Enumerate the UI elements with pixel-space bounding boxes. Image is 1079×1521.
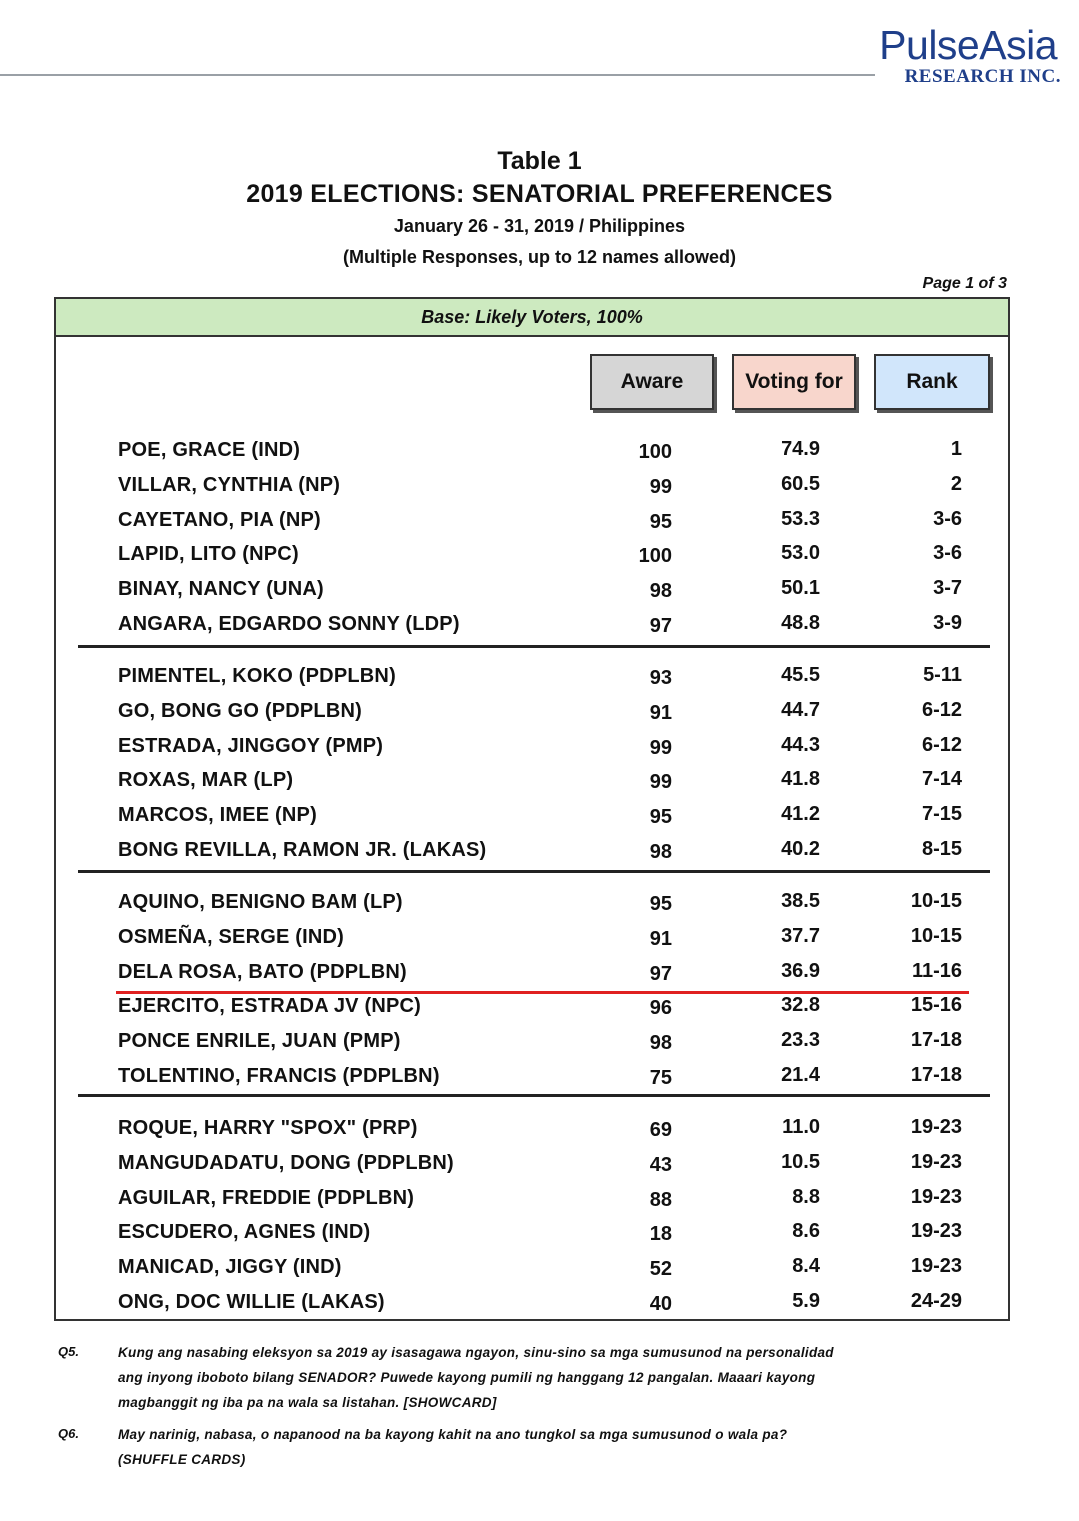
- rank-value: 17-18: [910, 1064, 962, 1086]
- column-header-voting-for: Voting for: [732, 354, 856, 410]
- voting-for-value: 41.8: [781, 768, 820, 791]
- results-table: [54, 297, 1010, 1321]
- page-title: 2019 ELECTIONS: SENATORIAL PREFERENCES: [246, 180, 833, 208]
- table-row: [56, 995, 1008, 1029]
- aware-value: 40: [649, 1293, 672, 1315]
- header-rule: [0, 74, 875, 76]
- voting-for-value: 11.0: [782, 1116, 820, 1138]
- aware-value: 99: [649, 771, 672, 794]
- group-divider: [78, 1094, 990, 1097]
- rank-value: 10-15: [910, 890, 962, 912]
- candidate-name: ANGARA, EDGARDO SONNY (LDP): [118, 613, 460, 635]
- table-row: [56, 665, 1008, 699]
- aware-value: 96: [649, 997, 672, 1020]
- candidate-name: ONG, DOC WILLIE (LAKAS): [118, 1291, 385, 1313]
- candidate-name: AGUILAR, FREDDIE (PDPLBN): [118, 1186, 415, 1209]
- aware-value: 18: [649, 1223, 672, 1246]
- candidate-name: ESTRADA, JINGGOY (PMP): [118, 734, 384, 757]
- table-row: [56, 839, 1008, 873]
- voting-for-value: 32.8: [781, 994, 820, 1017]
- candidate-name: PIMENTEL, KOKO (PDPLBN): [118, 665, 396, 687]
- rank-value: 19-23: [910, 1220, 962, 1243]
- pulseasia-logo-subtitle: RESEARCH INC.: [904, 66, 1061, 87]
- rank-value: 7-15: [921, 803, 962, 826]
- aware-value: 95: [649, 893, 672, 915]
- voting-for-value: 5.9: [792, 1290, 820, 1312]
- candidate-name: DELA ROSA, BATO (PDPLBN): [118, 960, 407, 983]
- candidate-name: ROQUE, HARRY "SPOX" (PRP): [118, 1117, 418, 1139]
- table-number: Table 1: [497, 147, 582, 175]
- aware-value: 97: [649, 962, 672, 985]
- table-row: [56, 961, 1008, 995]
- table-row: [56, 926, 1008, 960]
- table-row: [56, 509, 1008, 543]
- table-row: [56, 439, 1008, 473]
- table-row: [56, 1117, 1008, 1151]
- candidate-name: MANICAD, JIGGY (IND): [118, 1256, 342, 1279]
- voting-for-value: 23.3: [781, 1029, 820, 1052]
- column-header-aware: Aware: [590, 354, 714, 410]
- aware-value: 98: [649, 841, 672, 863]
- rank-value: 7-14: [921, 768, 962, 791]
- voting-for-value: 8.6: [792, 1220, 820, 1243]
- voting-for-value: 44.3: [781, 733, 820, 756]
- candidate-name: BINAY, NANCY (UNA): [118, 578, 324, 601]
- candidate-name: POE, GRACE (IND): [118, 439, 301, 461]
- candidate-name: AQUINO, BENIGNO BAM (LP): [118, 891, 403, 913]
- table-row: [56, 1291, 1008, 1325]
- table-row: [56, 474, 1008, 508]
- candidate-name: ESCUDERO, AGNES (IND): [118, 1221, 371, 1244]
- voting-for-value: 38.5: [781, 890, 820, 912]
- aware-value: 95: [649, 510, 672, 533]
- rank-value: 3-6: [933, 507, 962, 530]
- table-row: [56, 1152, 1008, 1186]
- voting-for-value: 21.4: [781, 1064, 820, 1086]
- voting-for-value: 74.9: [781, 438, 820, 460]
- table-row: [56, 578, 1008, 612]
- candidate-name: TOLENTINO, FRANCIS (PDPLBN): [118, 1065, 440, 1087]
- voting-for-value: 8.4: [792, 1255, 820, 1278]
- voting-for-value: 45.5: [781, 664, 820, 686]
- aware-value: 43: [649, 1153, 672, 1176]
- survey-dates: January 26 - 31, 2019 / Philippines: [393, 216, 686, 236]
- page-number: Page 1 of 3: [922, 275, 1007, 292]
- rank-value: 24-29: [910, 1290, 962, 1312]
- question-text-line: magbanggit ng iba pa na wala sa listahan. [SHOWCARD]: [118, 1395, 497, 1410]
- table-row: [56, 1187, 1008, 1221]
- voting-for-value: 8.8: [792, 1185, 820, 1208]
- group-divider: [78, 870, 990, 873]
- aware-value: 98: [649, 580, 672, 603]
- question-text-line: (SHUFFLE CARDS): [118, 1452, 246, 1467]
- candidate-name: CAYETANO, PIA (NP): [118, 508, 321, 531]
- rank-value: 10-15: [910, 924, 962, 947]
- table-row: [56, 769, 1008, 803]
- table-row: [56, 1256, 1008, 1290]
- candidate-name: OSMEÑA, SERGE (IND): [118, 925, 345, 948]
- aware-value: 88: [649, 1188, 672, 1211]
- rank-value: 17-18: [910, 1029, 962, 1052]
- voting-for-value: 41.2: [781, 803, 820, 826]
- voting-for-value: 53.0: [781, 542, 820, 565]
- rank-value: 2: [950, 472, 962, 495]
- aware-value: 100: [638, 441, 672, 463]
- candidate-name: MANGUDADATU, DONG (PDPLBN): [118, 1151, 454, 1174]
- rank-value: 6-12: [921, 733, 962, 756]
- voting-for-value: 40.2: [781, 838, 820, 860]
- table-row: [56, 891, 1008, 925]
- aware-value: 98: [649, 1032, 672, 1055]
- candidate-name: ROXAS, MAR (LP): [118, 769, 294, 792]
- table-row: [56, 543, 1008, 577]
- rank-value: 19-23: [910, 1185, 962, 1208]
- aware-value: 93: [649, 667, 672, 689]
- rank-value: 3-6: [933, 542, 962, 565]
- question-text-line: May narinig, nabasa, o napanood na ba kayong kahit na ano tungkol sa mga sumusunod o wala pa?: [118, 1427, 788, 1442]
- aware-value: 69: [649, 1119, 672, 1141]
- aware-value: 99: [649, 475, 672, 498]
- aware-value: 100: [638, 545, 672, 568]
- rank-value: 5-11: [923, 664, 962, 686]
- base-bar: Base: Likely Voters, 100%: [56, 299, 1008, 337]
- aware-value: 75: [649, 1067, 672, 1089]
- rank-value: 3-9: [933, 612, 962, 634]
- rank-value: 11-16: [911, 959, 962, 982]
- voting-for-value: 37.7: [781, 924, 820, 947]
- pulseasia-logo: PulseAsia: [879, 22, 1057, 68]
- question-text-line: Kung ang nasabing eleksyon sa 2019 ay isasagawa ngayon, sinu-sino sa mga sumusunod na personalidad: [118, 1345, 834, 1360]
- voting-for-value: 48.8: [781, 612, 820, 634]
- aware-value: 95: [649, 806, 672, 829]
- rank-value: 15-16: [910, 994, 962, 1017]
- group-divider: [78, 645, 990, 648]
- candidate-name: PONCE ENRILE, JUAN (PMP): [118, 1030, 401, 1053]
- column-header-rank: Rank: [874, 354, 990, 410]
- rank-value: 6-12: [921, 698, 962, 721]
- rank-value: 3-7: [933, 577, 962, 600]
- aware-value: 99: [649, 736, 672, 759]
- voting-for-value: 60.5: [781, 472, 820, 495]
- response-note: (Multiple Responses, up to 12 names allowed): [342, 247, 737, 267]
- aware-value: 97: [649, 615, 672, 637]
- aware-value: 52: [649, 1258, 672, 1281]
- rank-value: 19-23: [910, 1116, 962, 1138]
- candidate-name: GO, BONG GO (PDPLBN): [118, 699, 362, 722]
- voting-for-value: 53.3: [781, 507, 820, 530]
- rank-value: 1: [950, 438, 962, 460]
- voting-for-value: 10.5: [781, 1150, 820, 1173]
- highlight-underline: [116, 991, 969, 994]
- table-row: [56, 613, 1008, 647]
- table-row: [56, 804, 1008, 838]
- rank-value: 19-23: [910, 1255, 962, 1278]
- candidate-name: MARCOS, IMEE (NP): [118, 804, 317, 827]
- aware-value: 91: [649, 927, 672, 950]
- question-label: Q6.: [58, 1426, 79, 1441]
- candidate-name: LAPID, LITO (NPC): [118, 543, 299, 566]
- candidate-name: VILLAR, CYNTHIA (NP): [118, 473, 341, 496]
- question-label: Q5.: [58, 1344, 79, 1359]
- table-row: [56, 735, 1008, 769]
- rank-value: 19-23: [910, 1150, 962, 1173]
- table-row: [56, 700, 1008, 734]
- table-row: [56, 1030, 1008, 1064]
- voting-for-value: 50.1: [781, 577, 820, 600]
- rank-value: 8-15: [921, 838, 962, 860]
- candidate-name: BONG REVILLA, RAMON JR. (LAKAS): [118, 839, 487, 861]
- table-row: [56, 1221, 1008, 1255]
- question-text-line: ang inyong iboboto bilang SENADOR? Puwede kayong pumili ng hanggang 12 pangalan. Maaari kayong: [118, 1370, 816, 1385]
- aware-value: 91: [649, 701, 672, 724]
- voting-for-value: 44.7: [781, 698, 820, 721]
- candidate-name: EJERCITO, ESTRADA JV (NPC): [118, 995, 422, 1018]
- voting-for-value: 36.9: [781, 959, 820, 982]
